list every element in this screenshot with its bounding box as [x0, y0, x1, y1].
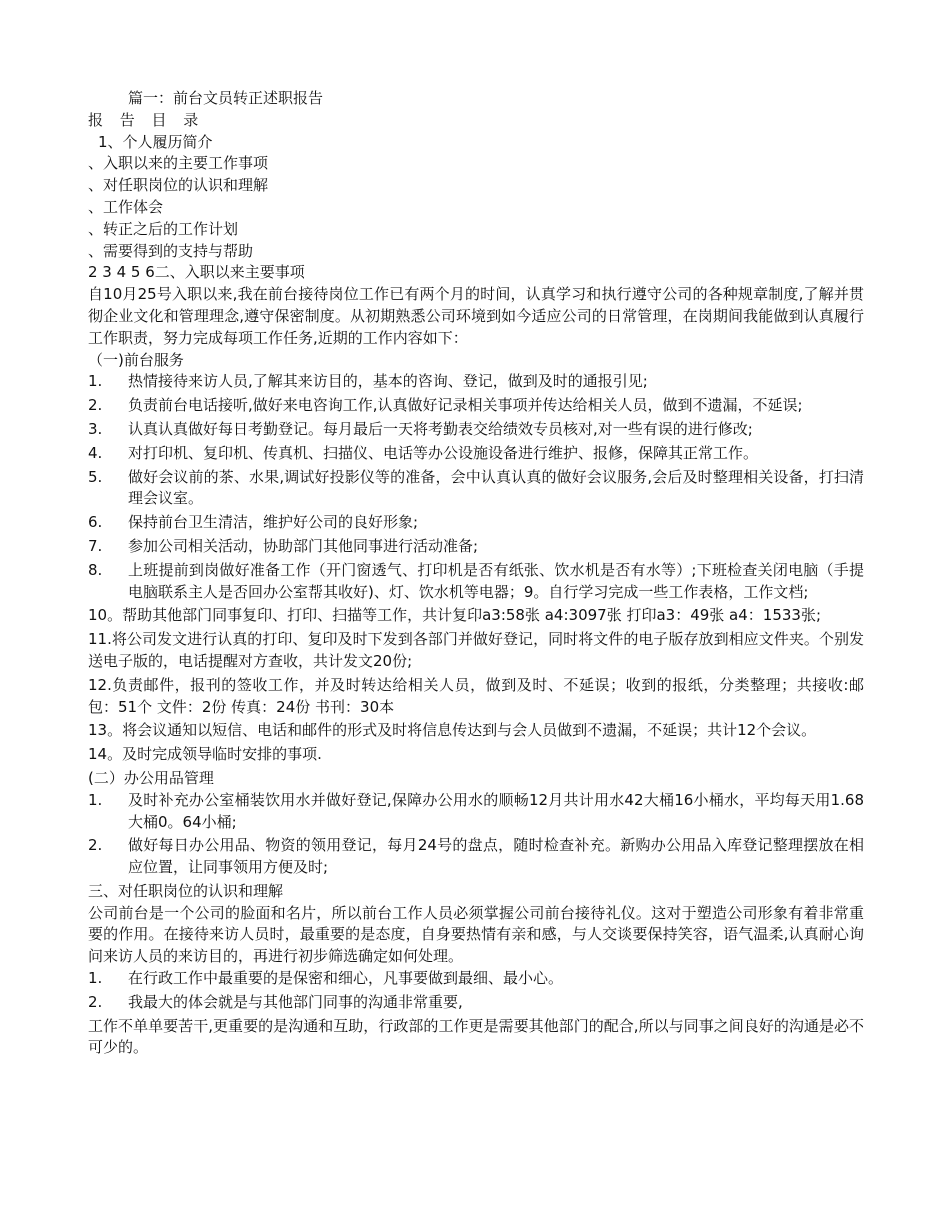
list-item-number: 4. — [88, 443, 103, 462]
list-item-number: 1. — [88, 372, 103, 391]
list-item — [88, 419, 864, 441]
list-item: 14。及时完成领导临时安排的事项. — [88, 745, 322, 764]
list-item-number: 2. — [88, 836, 103, 855]
toc-item: 、工作体会 — [88, 197, 164, 216]
section-heading: 2 3 4 5 6二、入职以来主要事项 — [88, 263, 305, 282]
toc-item: 、转正之后的工作计划 — [88, 219, 239, 238]
section-intro: 自10月25号入职以来,我在前台接待岗位工作已有两个月的时间，认真学习和执行遵守公司的各种规章制度,了解并贯彻企业文化和管理理念,遵守保密制度。从初期熟悉公司环境到如今适应公司的日常管理，在岗期间我能做到认真履行工作职责，努力完成每项工作任务,近期的工作内容如下： — [88, 285, 864, 347]
list-item-number: 5. — [88, 467, 103, 486]
list-item-text: 认真认真做好每日考勤登记。每月最后一天将考勤表交给绩效专员核对,对一些有误的进行修改; — [128, 419, 753, 438]
long-item-list — [88, 605, 864, 766]
list-item — [88, 371, 864, 393]
list-item-text: 保持前台卫生清洁，维护好公司的良好形象; — [128, 513, 419, 532]
list-item — [88, 790, 864, 834]
list-item-text: 及时补充办公室桶装饮用水并做好登记,保障办公用水的顺畅12月共计用水42大桶16小桶水，平均每天用1.68大桶0。64小桶; — [128, 790, 864, 831]
list-item-text: 我最大的体会就是与其他部门同事的沟通非常重要, — [128, 992, 463, 1011]
toc-item: 、需要得到的支持与帮助 — [88, 241, 254, 260]
closing-paragraph: 工作不单单要苦干,更重要的是沟通和互助，行政部的工作更是需要其他部门的配合,所以与同事之间良好的沟通是必不可少的。 — [88, 1016, 864, 1057]
list-item-number: 8. — [88, 560, 103, 579]
list-item: 11.将公司发文进行认真的打印、复印及时下发到各部门并做好登记，同时将文件的电子版存放到相应文件夹。个别发送电子版的，电话提醒对方查收，共计发文20份; — [88, 630, 864, 670]
section-heading: 三、对任职岗位的认识和理解 — [88, 881, 284, 900]
list-item-text: 热情接待来访人员,了解其来访目的，基本的咨询、登记，做到及时的通报引见; — [128, 372, 648, 391]
list-item — [88, 443, 864, 465]
list-item — [88, 536, 864, 558]
numbered-list — [88, 790, 864, 879]
list-item-number: 2. — [88, 992, 103, 1011]
document-page — [88, 88, 864, 1059]
list-item-text: 参加公司相关活动，协助部门其他同事进行活动准备; — [128, 536, 479, 555]
list-item-number: 1. — [88, 969, 103, 988]
list-item-text: 上班提前到岗做好准备工作（开门窗透气、打印机是否有纸张、饮水机是否有水等）;下班检查关闭电脑（手提电脑联系主人是否回办公室帮其收好)、灯、饮水机等电器；9。自行学习完成一些工作表格，工作文档; — [128, 560, 864, 601]
toc-item: 1、个人履历简介 — [98, 132, 213, 151]
list-item-number: 7. — [88, 536, 103, 555]
subsection-heading: (二）办公用品管理 — [88, 768, 214, 787]
toc-item: 、对任职岗位的认识和理解 — [88, 176, 269, 195]
list-item-text: 做好每日办公用品、物资的领用登记，每月24号的盘点，随时检查补充。新购办公用品入库登记整理摆放在相应位置，让同事领用方便及时; — [128, 836, 864, 877]
list-item — [88, 968, 864, 990]
list-item: 13。将会议通知以短信、电话和邮件的形式及时将信息传达到与会人员做到不遗漏，不延误；共计12个会议。 — [88, 721, 817, 740]
numbered-list — [88, 968, 864, 1014]
list-item-text: 在行政工作中最重要的是保密和细心，凡事要做到最细、最小心。 — [128, 969, 564, 988]
list-item — [88, 992, 864, 1014]
list-item: 10。帮助其他部门同事复印、打印、扫描等工作，共计复印a3:58张 a4:3097张 打印a3：49张 a4：1533张; — [88, 606, 822, 625]
list-item-text: 做好会议前的茶、水果,调试好投影仪等的准备，会中认真认真的做好会议服务,会后及时整理相关设备，打扫清理会议室。 — [128, 467, 864, 508]
toc-item: 、入职以来的主要工作事项 — [88, 154, 269, 173]
list-item-text: 对打印机、复印机、传真机、扫描仪、电话等办公设施设备进行维护、报修，保障其正常工作。 — [128, 443, 759, 462]
list-item — [88, 395, 864, 417]
section-intro: 公司前台是一个公司的脸面和名片，所以前台工作人员必须掌握公司前台接待礼仪。这对于塑造公司形象有着非常重要的作用。在接待来访人员时，最重要的是态度，自身要热情有亲和感，与人交谈要保持笑容，语气温柔,认真耐心询问来访人员的来访目的，再进行初步筛选确定如何处理。 — [88, 903, 864, 966]
list-item — [88, 835, 864, 879]
list-item-number: 2. — [88, 396, 103, 415]
list-item — [88, 467, 864, 511]
toc-list — [88, 132, 864, 263]
list-item — [88, 560, 864, 604]
list-item-text: 负责前台电话接听,做好来电咨询工作,认真做好记录相关事项并传达给相关人员，做到不遗漏，不延误; — [128, 396, 803, 415]
numbered-list — [88, 371, 864, 603]
list-item-number: 6. — [88, 513, 103, 532]
subsection-heading: （一)前台服务 — [88, 350, 184, 369]
toc-heading: 报 告 目 录 — [88, 110, 205, 129]
list-item-number: 1. — [88, 790, 103, 809]
list-item: 12.负责邮件，报刊的签收工作，并及时转达给相关人员，做到及时、不延误；收到的报纸，分类整理；共接收:邮包：51个 文件：2份 传真：24份 书刊：30本 — [88, 675, 864, 716]
doc-title: 篇一：前台文员转正述职报告 — [128, 89, 324, 107]
list-item — [88, 512, 864, 534]
list-item-number: 3. — [88, 419, 103, 438]
